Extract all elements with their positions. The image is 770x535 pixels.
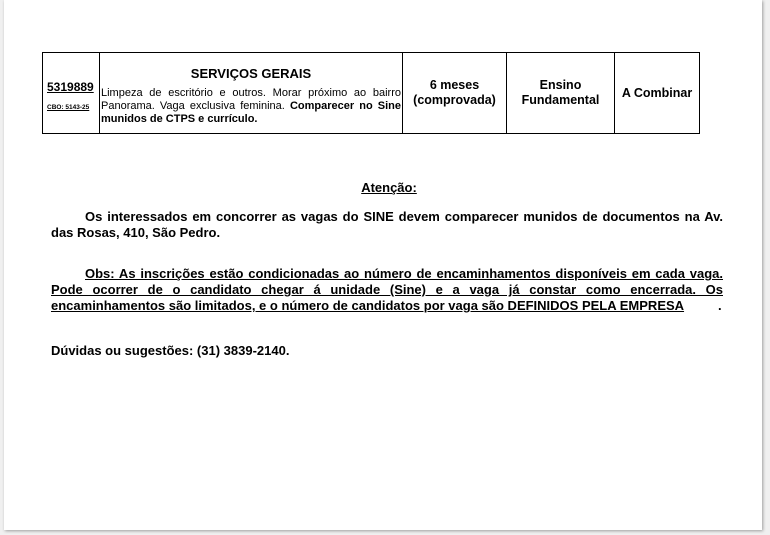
instructions-paragraph: Os interessados em concorrer as vagas do SINE devem comparecer munidos de documentos na Av. das Rosas, 410, São Pedro. xyxy=(51,209,723,240)
document-page xyxy=(4,0,762,530)
obs-period: . xyxy=(718,298,722,313)
job-description-cell xyxy=(100,53,403,134)
table-row xyxy=(43,53,700,134)
job-description-plain: Limpeza de escritório e outros. Morar próximo ao bairro Panorama. Vaga exclusiva feminina. xyxy=(101,87,401,112)
salary-cell xyxy=(615,53,700,134)
attention-heading: Atenção: xyxy=(361,180,417,195)
education-line1: Ensino xyxy=(539,78,582,92)
job-code-cell xyxy=(43,53,100,134)
experience-duration: 6 meses xyxy=(429,78,480,92)
salary: A Combinar xyxy=(621,86,693,100)
cbo-code: CBO: 5143-25 xyxy=(47,103,90,111)
job-title: SERVIÇOS GERAIS xyxy=(190,66,312,81)
job-description xyxy=(100,87,402,126)
job-description-bold: Comparecer no Sine munidos de CTPS e currículo. xyxy=(101,100,401,125)
experience-note: (comprovada) xyxy=(413,93,496,107)
obs-text: Obs: As inscrições estão condicionadas ao número de encaminhamentos disponíveis em cada vaga. Pode ocorrer de o candidato chegar á unidade (Sine) e a vaga já constar como encerrada. Os encaminhamentos são limitados, e o número de candidatos por vaga são DEFINIDOS PELA EMPRESA xyxy=(51,266,723,313)
job-code: 5319889 xyxy=(47,79,94,94)
job-table xyxy=(42,52,700,134)
education-line2: Fundamental xyxy=(521,93,600,107)
contact-line: Dúvidas ou sugestões: (31) 3839-2140. xyxy=(51,343,290,358)
education-cell xyxy=(507,53,615,134)
obs-paragraph xyxy=(51,266,723,314)
experience-cell xyxy=(403,53,507,134)
